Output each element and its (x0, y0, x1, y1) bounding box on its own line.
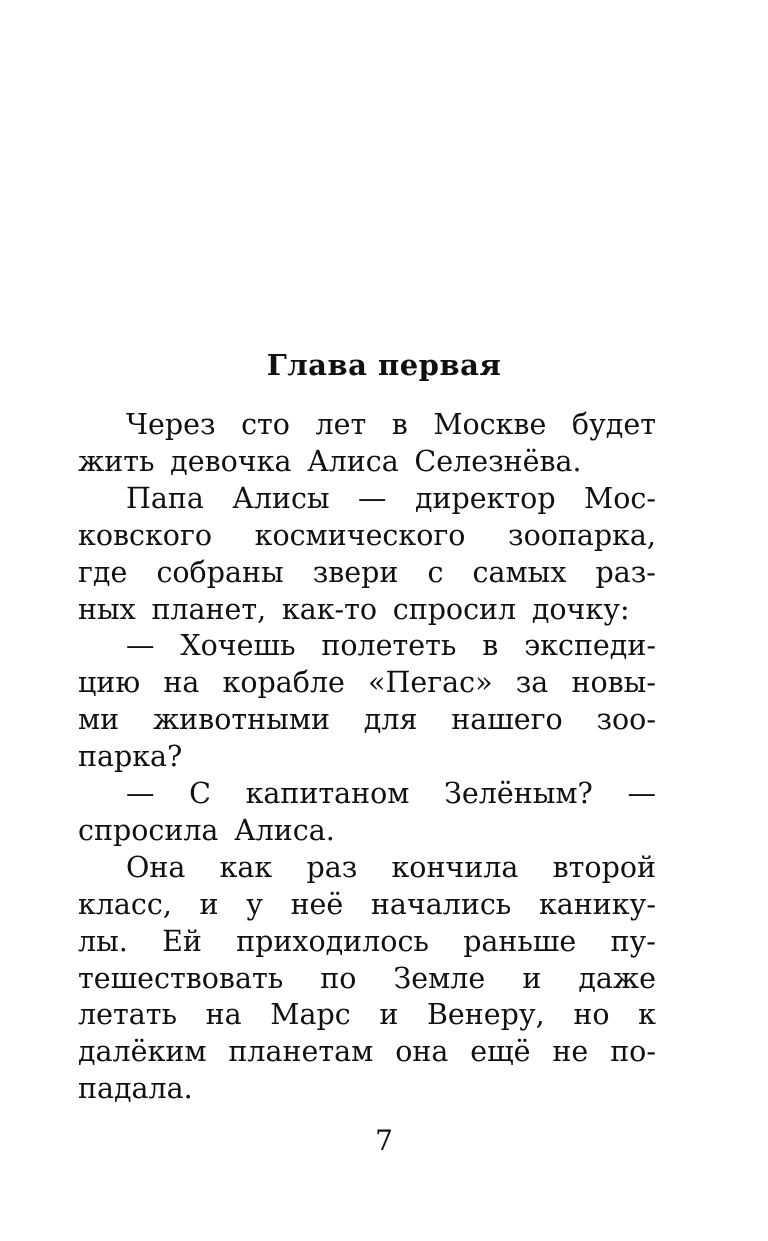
word: на (163, 666, 200, 700)
word: неё (290, 887, 344, 921)
word: у (246, 887, 263, 921)
text-line (126, 480, 656, 517)
word: по (320, 961, 357, 995)
word: она (395, 1035, 449, 1069)
word: корабле (222, 666, 345, 700)
page-number: 7 (375, 1124, 393, 1157)
text-line (78, 923, 656, 960)
word: космического (254, 518, 466, 552)
word: класс, (78, 887, 172, 921)
text-line (78, 1070, 656, 1107)
text-line (78, 812, 656, 849)
word: для (363, 703, 418, 737)
word: Папа (126, 481, 204, 515)
word: Венеру, (426, 998, 545, 1032)
word: Ей (162, 924, 202, 958)
word: Зелёным? (444, 777, 593, 810)
word: цию (78, 666, 141, 700)
word: ных (78, 592, 136, 626)
text-line (78, 960, 656, 997)
word: будет (571, 408, 656, 441)
word: собраны (156, 555, 284, 589)
word: лет (315, 408, 367, 441)
text-line (78, 738, 656, 775)
word: ковского (78, 518, 213, 552)
text-line (78, 701, 656, 738)
word: «Пегас» (368, 666, 493, 700)
word: за (515, 666, 549, 700)
word: ми (78, 703, 120, 737)
word: Алиса (307, 444, 399, 478)
word: Хочешь (180, 629, 296, 663)
word: канику- (538, 887, 656, 921)
text-line (78, 554, 656, 591)
word: но (573, 998, 610, 1032)
word: тешествовать (78, 961, 284, 995)
text-line (78, 517, 656, 554)
chapter-title: Глава первая (266, 348, 502, 382)
word: Мос- (584, 481, 656, 515)
word: звери (312, 555, 399, 589)
word: где (78, 555, 128, 589)
text-line (78, 1033, 656, 1070)
word: Алиса. (234, 813, 335, 847)
word: Селезнёва. (414, 444, 582, 478)
word: экспеди- (524, 629, 656, 663)
word: и (522, 961, 542, 995)
word: С (189, 777, 211, 810)
text-line (78, 886, 656, 923)
word: жить (78, 444, 155, 478)
word: зоо- (596, 703, 656, 737)
word: Земле (393, 961, 486, 995)
word: как (219, 850, 273, 884)
word: спросила (78, 813, 219, 847)
word: на (205, 998, 242, 1032)
word: раз- (595, 555, 656, 589)
word: в (391, 408, 408, 441)
word: — (358, 481, 387, 515)
word: пу- (610, 924, 656, 958)
word: приходилось (236, 924, 429, 958)
word: начались (370, 887, 512, 921)
word: с (427, 555, 444, 589)
text-line (126, 849, 656, 886)
word: раз (306, 850, 358, 884)
word: и (379, 998, 399, 1032)
word: ещё (470, 1035, 531, 1069)
word: — (126, 629, 155, 663)
text-line (126, 406, 656, 443)
word: второй (552, 850, 656, 884)
word: капитаном (245, 777, 410, 810)
word: дочку: (531, 592, 630, 626)
word: не (552, 1035, 589, 1069)
text-line (78, 591, 656, 628)
word: лы. (78, 924, 128, 958)
word: летать (78, 998, 178, 1032)
text-line (126, 627, 656, 664)
word: животными (152, 703, 330, 737)
word: Москве (433, 408, 547, 441)
word: полететь (321, 629, 457, 663)
word: Она (126, 850, 186, 884)
text-line (78, 664, 656, 701)
word: — (627, 777, 656, 810)
word: директор (414, 481, 556, 515)
word: по- (610, 1035, 656, 1069)
word: девочка (170, 444, 292, 478)
word: планетам (228, 1035, 374, 1069)
word: Алисы (232, 481, 330, 515)
word: новы- (571, 666, 656, 700)
word: нашего (451, 703, 563, 737)
word: как-то (281, 592, 378, 626)
word: далёким (78, 1035, 207, 1069)
word: самых (472, 555, 567, 589)
text-line (78, 443, 656, 480)
word: в (482, 629, 499, 663)
word: кончила (391, 850, 519, 884)
word: — (126, 777, 155, 810)
word: сто (241, 408, 290, 441)
word: парка? (78, 740, 183, 774)
word: Марс (270, 998, 351, 1032)
word: даже (578, 961, 656, 995)
word: зоопарка, (508, 518, 656, 552)
text-line (126, 775, 656, 812)
word: Через (126, 408, 216, 441)
text-line (78, 996, 656, 1033)
word: спросил (392, 592, 517, 626)
word: к (638, 998, 656, 1032)
word: падала. (78, 1072, 193, 1106)
word: планет, (151, 592, 267, 626)
word: раньше (463, 924, 577, 958)
word: и (199, 887, 219, 921)
